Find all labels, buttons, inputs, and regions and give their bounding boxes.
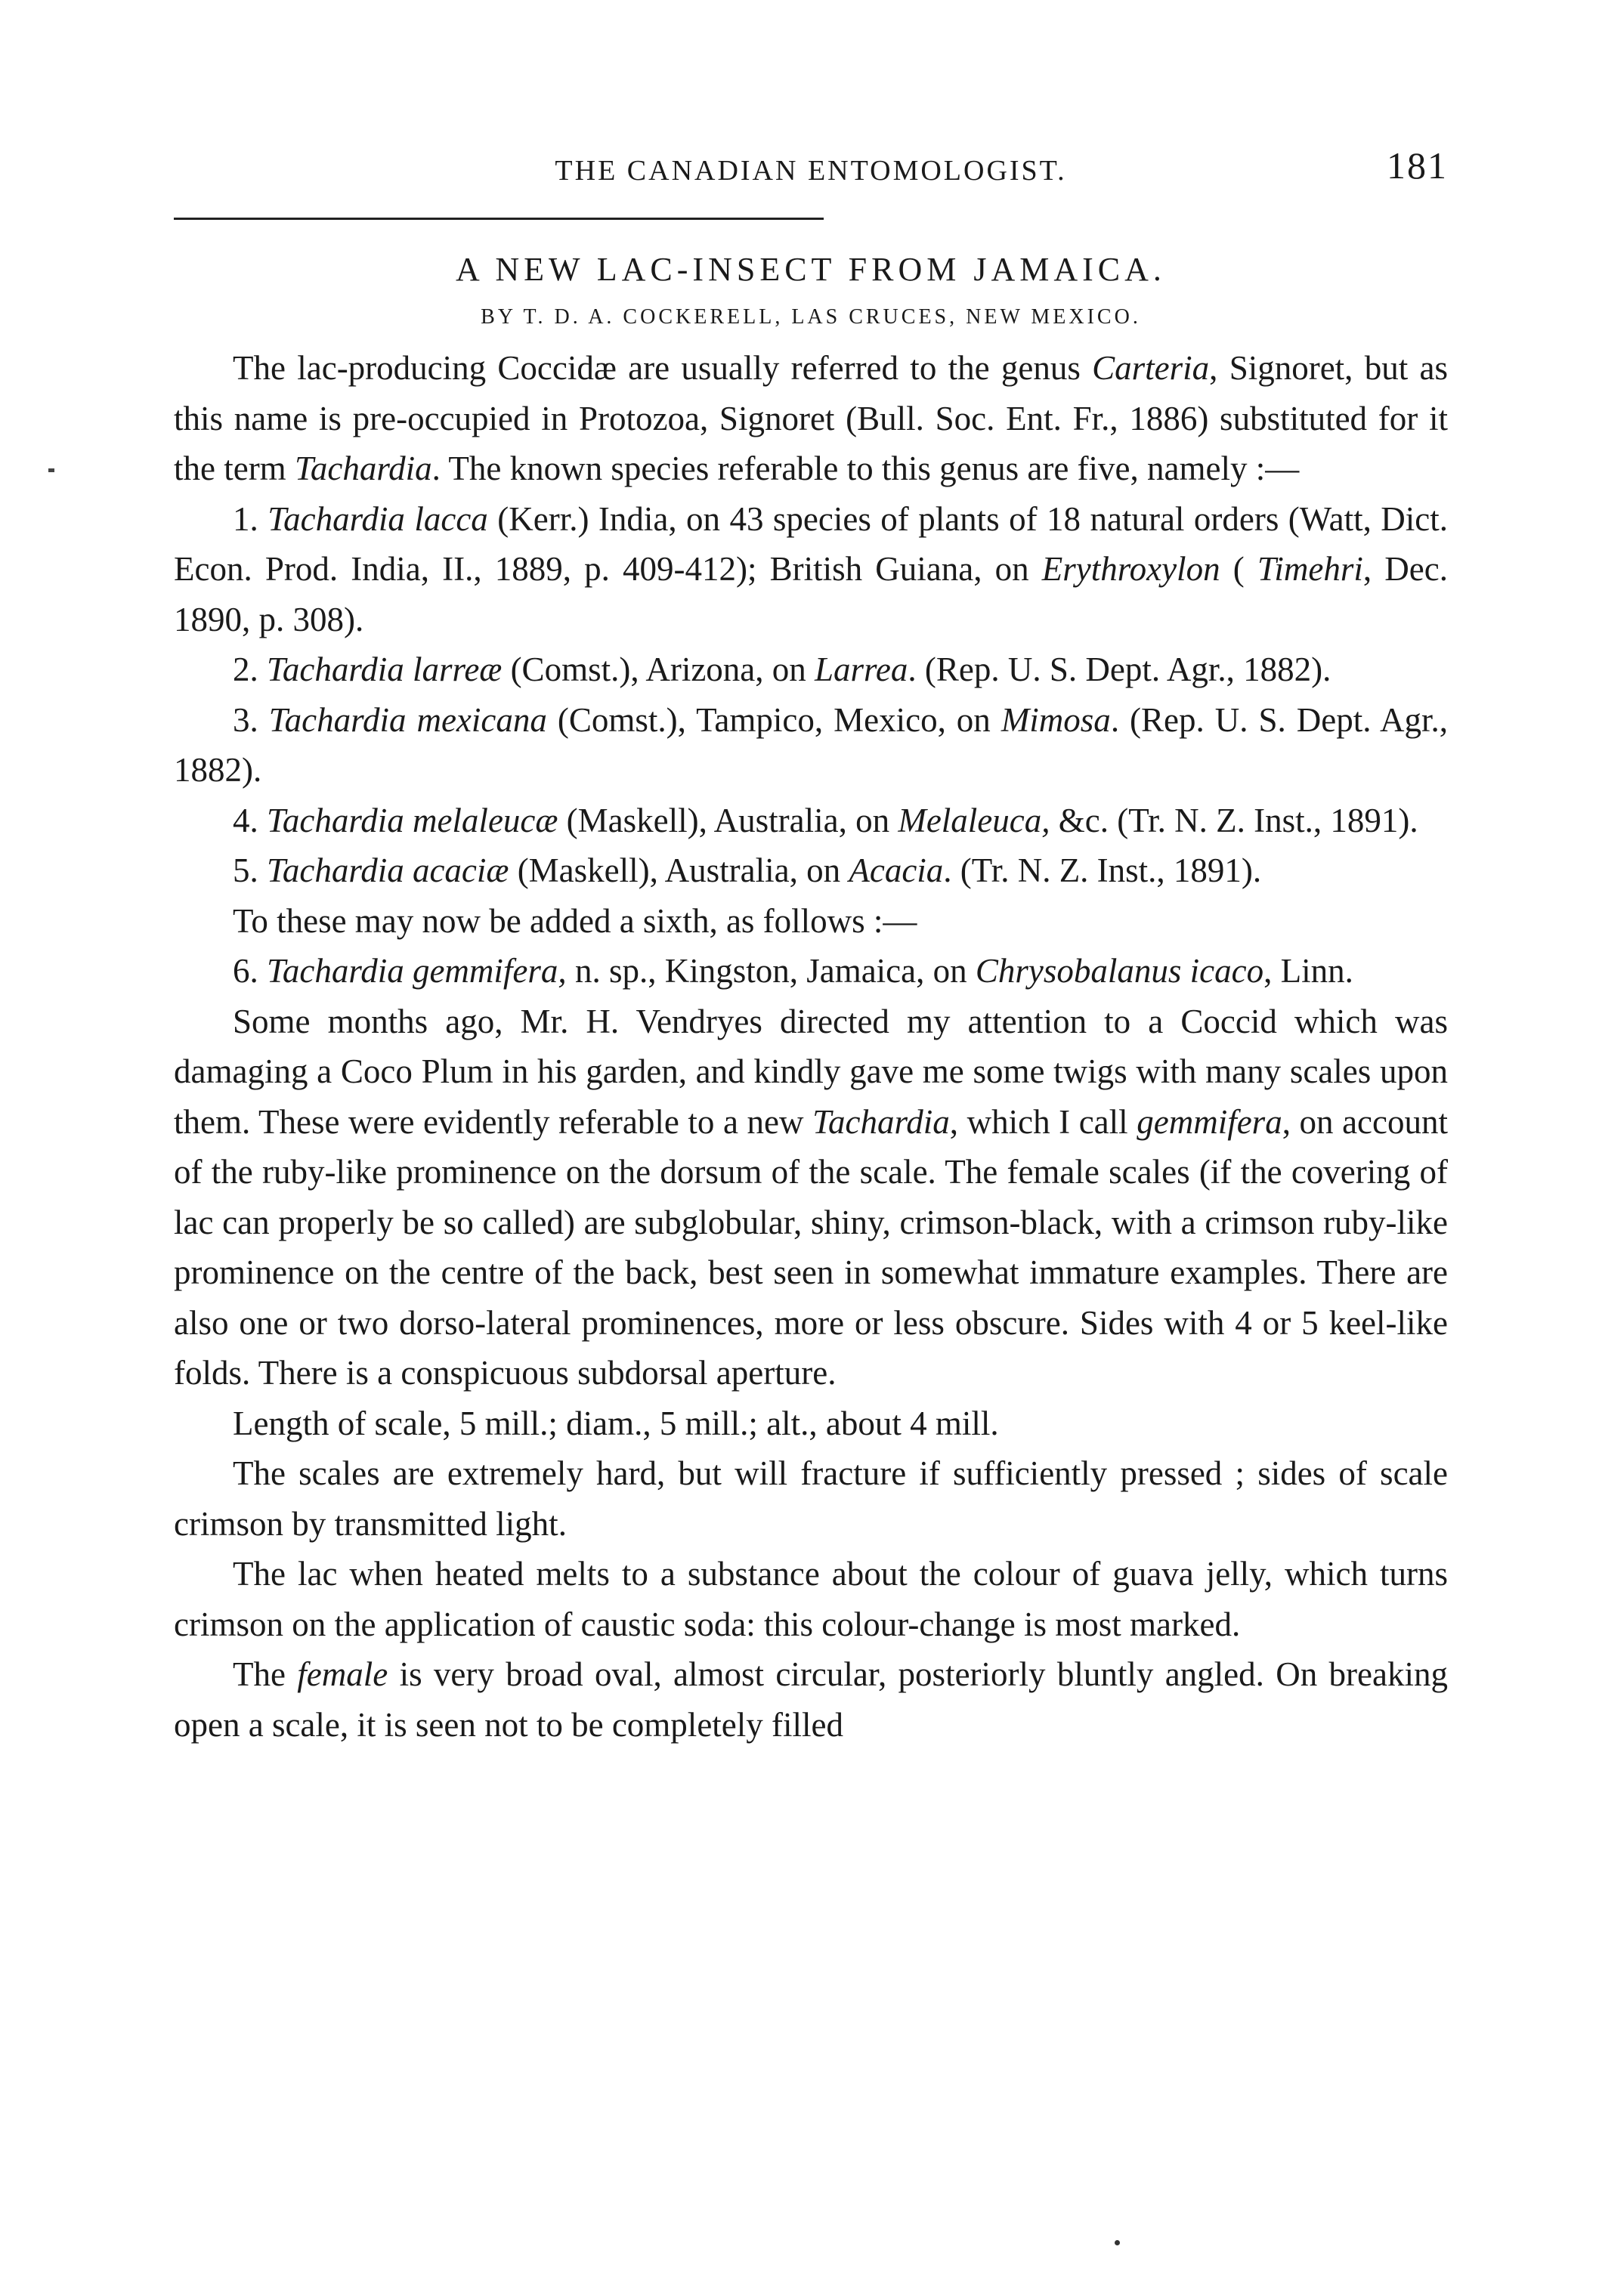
margin-mark (48, 468, 54, 472)
running-title: THE CANADIAN ENTOMOLOGIST. (555, 155, 1067, 187)
species-item-6: 6. Tachardia gemmifera, n. sp., Kingston, Jamaica, on Chrysobalanus icaco, Linn. (233, 952, 1353, 990)
species-item-2: 2. Tachardia larreæ (Comst.), Arizona, on Larrea. (Rep. U. S. Dept. Agr., 1882). (233, 650, 1331, 688)
header-rule (174, 218, 824, 220)
sixth-intro: To these may now be added a sixth, as follows :— (233, 901, 917, 940)
intro-paragraph: The lac-producing Coccidæ are usually referred to the genus Carteria, Signoret, but as this name is pre-occupied in Protozoa, Signoret (Bull. Soc. Ent. Fr., 1886) substituted for it the term Tachardia. The known species referable to this genus are five, namely :— (174, 349, 1448, 487)
byline: BY T. D. A. COCKERELL, LAS CRUCES, NEW MEXICO. (481, 305, 1141, 329)
species-item-1: 1. Tachardia lacca (Kerr.) India, on 43 species of plants of 18 natural orders (Watt, Dict. Econ. Prod. India, II., 1889, p. 409-412); British Guiana, on Erythroxylon ( Timehri, Dec. 1890, p. 308). (174, 499, 1449, 638)
measurements-paragraph: Length of scale, 5 mill.; diam., 5 mill.; alt., about 4 mill. (233, 1404, 999, 1442)
female-paragraph: The female is very broad oval, almost circular, posteriorly bluntly angled. On breaking open a scale, it is seen not to be completely filled (174, 1655, 1448, 1744)
species-item-3: 3. Tachardia mexicana (Comst.), Tampico, Mexico, on Mimosa. (Rep. U. S. Dept. Agr., 1882). (174, 700, 1449, 789)
hardness-paragraph: The scales are extremely hard, but will fracture if sufficiently pressed ; sides of scale crimson by transmitted light. (174, 1454, 1448, 1543)
lac-paragraph: The lac when heated melts to a substance about the colour of guava jelly, which turns crimson on the application of caustic soda: this colour-change is most marked. (174, 1555, 1448, 1643)
footer-dot (1115, 2240, 1120, 2245)
page (174, 144, 1448, 1750)
species-item-4: 4. Tachardia melaleucæ (Maskell), Australia, on Melaleuca, &c. (Tr. N. Z. Inst., 1891). (233, 801, 1418, 839)
running-head (174, 144, 1448, 196)
species-item-5: 5. Tachardia acaciæ (Maskell), Australia, on Acacia. (Tr. N. Z. Inst., 1891). (233, 851, 1262, 889)
description-paragraph: Some months ago, Mr. H. Vendryes directed my attention to a Coccid which was damaging a Coco Plum in his garden, and kindly gave me some twigs with many scales upon them. These were evidently referable to a new Tachardia, which I call gemmifera, on account of the ruby-like prominence on the dorsum of the scale. The female scales (if the covering of lac can properly be so called) are subglobular, shiny, crimson-black, with a crimson ruby-like prominence on the centre of the back, best seen in somewhat immature examples. There are also one or two dorso-lateral prominences, more or less obscure. Sides with 4 or 5 keel-like folds. There is a conspicuous subdorsal aperture. (174, 1002, 1449, 1392)
page-number: 181 (1387, 144, 1448, 187)
article-title: A NEW LAC-INSECT FROM JAMAICA. (456, 251, 1166, 288)
